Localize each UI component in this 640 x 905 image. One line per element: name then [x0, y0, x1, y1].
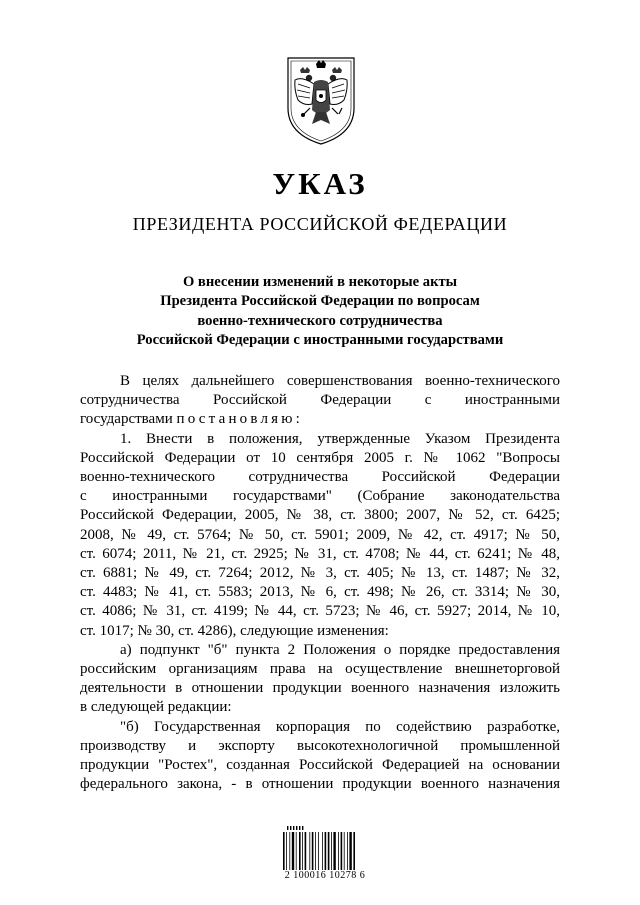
text-line: федерального закона, - в отношении продукции военного назначения: [80, 776, 560, 793]
russian-coat-of-arms-icon: [276, 50, 366, 148]
decree-body: [80, 372, 560, 794]
heading-line: военно-технического сотрудничества: [197, 312, 443, 329]
decree-word: постановляю:: [176, 411, 304, 428]
text-line: ст. 6881; № 49, ст. 7264; 2012, № 3, ст. 405; № 13, ст. 1487; № 32,: [80, 565, 560, 582]
decree-heading: [70, 273, 570, 351]
text-line: [80, 410, 560, 429]
barcode-icon: [283, 826, 359, 874]
text-line: ст. 4086; № 31, ст. 4199; № 44, ст. 5723; № 46, ст. 5927; 2014, № 10,: [80, 603, 560, 620]
text-line: продукции "Ростех", созданная Российской Федерацией на основании: [80, 757, 560, 774]
text-line: с иностранными государствами" (Собрание законодательства: [80, 488, 560, 505]
item-a-paragraph: [80, 641, 560, 718]
text-fragment: государствами: [80, 411, 173, 428]
text-line: производству и экспорту высокотехнологичной промышленной: [80, 737, 560, 754]
text-line: 2008, № 49, ст. 5764; № 50, ст. 5901; 2009, № 42, ст. 4917; № 50,: [80, 526, 560, 543]
text-line: ст. 4483; № 41, ст. 5583; 2013, № 6, ст. 498; № 26, ст. 3314; № 30,: [80, 584, 560, 601]
heading-line: Президента Российской Федерации по вопросам: [160, 293, 480, 310]
document-title: УКАЗ: [272, 166, 368, 201]
heading-line: Российской Федерации с иностранными государствами: [136, 332, 504, 349]
text-line: В целях дальнейшего совершенствования военно-технического: [120, 373, 560, 389]
heading-line: О внесении изменений в некоторые акты: [182, 274, 458, 290]
text-line: сотрудничества Российской Федерации с иностранными: [80, 392, 560, 409]
item-1-paragraph: [80, 430, 560, 641]
preamble-paragraph: [80, 372, 560, 430]
text-line: ст. 6074; 2011, № 21, ст. 2925; № 31, ст. 4708; № 44, ст. 6241; № 48,: [80, 545, 560, 562]
text-line: в следующей редакции:: [80, 699, 232, 716]
text-line: ст. 1017; № 30, ст. 4286), следующие изменения:: [80, 622, 389, 639]
text-line: Российской Федерации от 10 сентября 2005 г. № 1062 "Вопросы: [80, 449, 560, 466]
text-line: деятельности в отношении продукции военного назначения изложить: [80, 680, 560, 697]
item-b-paragraph: [80, 718, 560, 795]
text-line: российским организациям права на осуществление внешнеторговой: [80, 661, 560, 678]
barcode-number: 2 100016 10278 6: [284, 870, 366, 881]
text-line: 1. Внести в положения, утвержденные Указом Президента: [120, 430, 560, 447]
document-subtitle: ПРЕЗИДЕНТА РОССИЙСКОЙ ФЕДЕРАЦИИ: [132, 214, 508, 234]
text-line: "б) Государственная корпорация по содействию разработке,: [120, 718, 560, 735]
text-line: военно-технического сотрудничества Российской Федерации: [80, 469, 560, 486]
text-line: а) подпункт "б" пункта 2 Положения о порядке предоставления: [120, 641, 560, 658]
text-line: Российской Федерации, 2005, № 38, ст. 3800; 2007, № 52, ст. 6425;: [80, 507, 560, 524]
